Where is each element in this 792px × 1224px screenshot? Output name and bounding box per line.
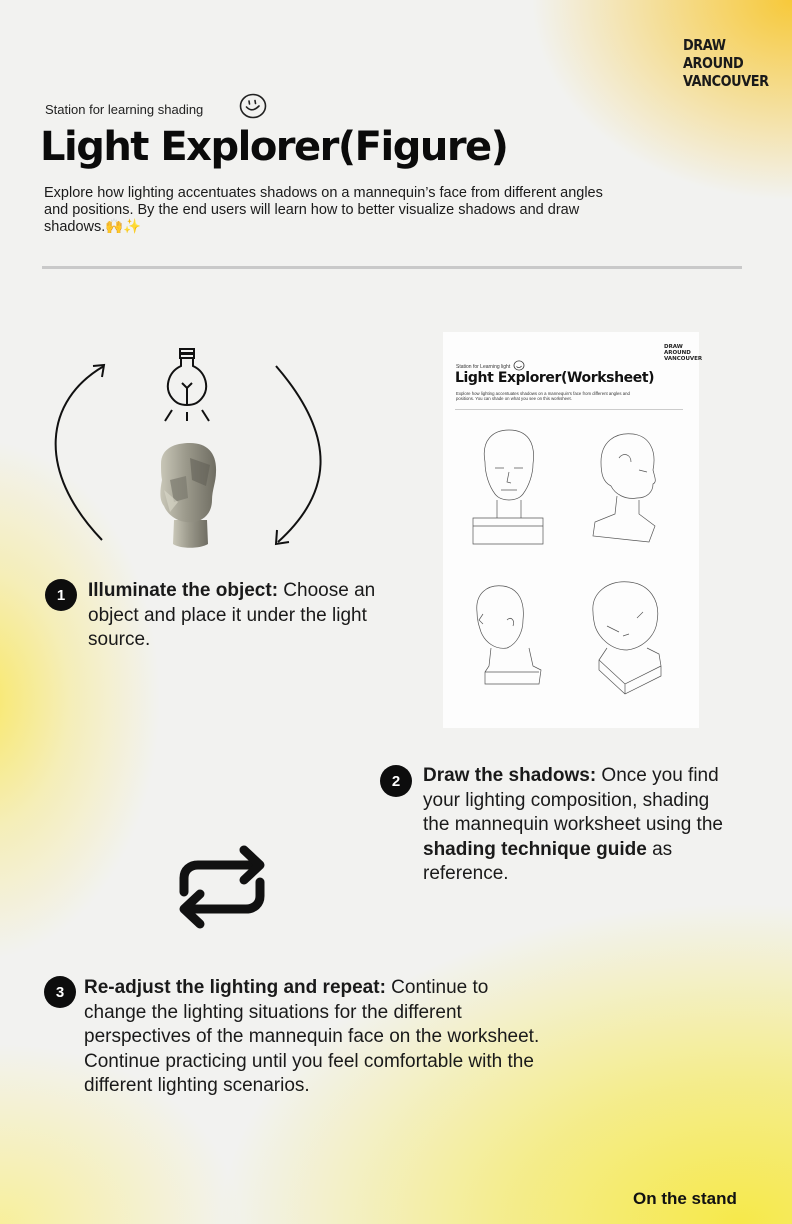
smiley-icon <box>238 92 268 120</box>
step-1-text <box>88 579 388 653</box>
station-kicker: Station for learning shading <box>45 102 204 117</box>
step-3-body: Continue to change the lighting situations for the different perspectives of the mannequin face on the worksheet. Continue practicing until you feel comfortable with the different lighting scenarios. <box>84 977 540 1096</box>
intro-paragraph: Explore how lighting accentuates shadows on a mannequin’s face from different angles and positions. By the end users will learn how to better visualize shadows and draw shadows.🙌✨ <box>44 185 603 235</box>
step-2-body-pre: Once you find your lighting composition, shading the mannequin worksheet using the <box>423 765 723 835</box>
step-1-heading: Illuminate the object: <box>88 580 279 601</box>
repeat-icon <box>174 840 270 934</box>
worksheet-sketches <box>443 422 699 712</box>
curved-arrow-right-icon <box>276 366 321 544</box>
brand-logo <box>683 36 769 90</box>
worksheet-preview <box>443 332 703 728</box>
worksheet-intro: Explore how lighting accentuates shadows on a mannequin's face from different angles and positions. You can shade on what you see on this worksheet. <box>456 391 630 402</box>
page-title: Light Explorer(Figure) <box>40 124 508 170</box>
mannequin-head-image <box>160 443 216 548</box>
lightbulb-icon <box>165 349 209 421</box>
step-2-heading: Draw the shadows: <box>423 765 597 786</box>
worksheet-brand-line-3: VANCOUVER <box>664 356 703 362</box>
worksheet-brand-line-1: DRAW <box>664 344 683 350</box>
sketch-side-view <box>593 434 655 542</box>
lighting-illustration <box>40 330 340 560</box>
step-3-heading: Re-adjust the lighting and repeat: <box>84 977 386 998</box>
footer-label: On the stand <box>633 1189 737 1208</box>
worksheet-brand-line-2: AROUND <box>664 350 691 356</box>
step-1-body: Choose an object and place it under the light source. <box>88 580 376 650</box>
step-2-badge: 2 <box>380 765 412 797</box>
curved-arrow-left-icon <box>56 365 104 540</box>
divider <box>42 266 742 269</box>
worksheet-kicker: Station for Learning light <box>456 364 511 370</box>
worksheet-title: Light Explorer(Worksheet) <box>455 370 655 386</box>
step-2-text <box>423 764 723 887</box>
step-3-text <box>84 976 549 1099</box>
brand-line-2: AROUND <box>683 54 744 72</box>
step-2-body-bold: shading technique guide <box>423 838 647 860</box>
sketch-top-view <box>593 582 661 694</box>
sketch-three-quarter-view <box>477 586 541 684</box>
worksheet-divider <box>455 409 683 410</box>
brand-line-1: DRAW <box>683 36 726 54</box>
step-3-badge: 3 <box>44 976 76 1008</box>
worksheet-brand <box>664 344 702 362</box>
step-1-badge: 1 <box>45 579 77 611</box>
brand-line-3: VANCOUVER <box>683 72 769 90</box>
sketch-front-view <box>473 430 543 544</box>
step-2-body-post: as reference. <box>423 838 673 884</box>
